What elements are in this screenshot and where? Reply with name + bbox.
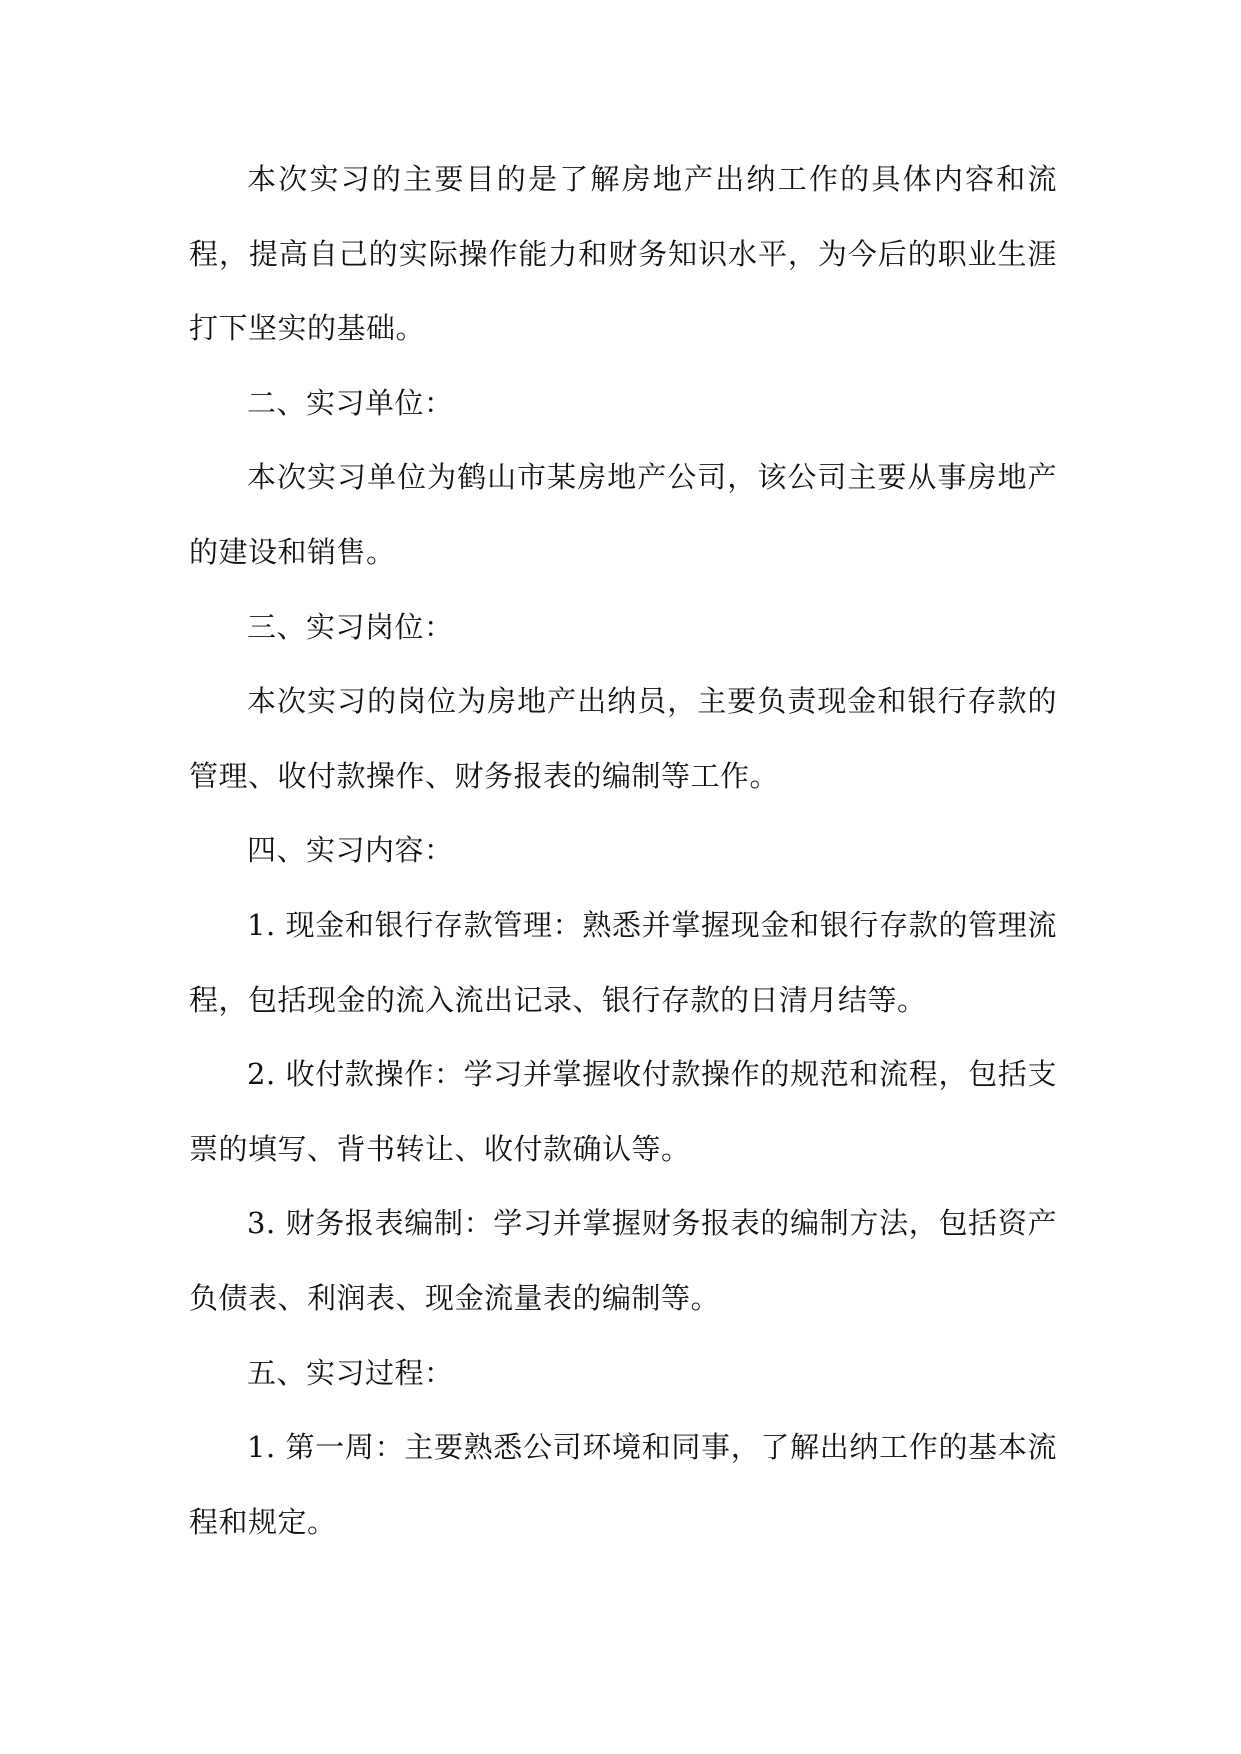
- paragraph-content-item-3: 3. 财务报表编制：学习并掌握财务报表的编制方法，包括资产负债表、利润表、现金流量表的编制等。: [189, 1206, 1057, 1315]
- paragraph-content-item-2: 2. 收付款操作：学习并掌握收付款操作的规范和流程，包括支票的填写、背书转让、收付款确认等。: [189, 1057, 1057, 1166]
- paragraph-internship-position: 本次实习的岗位为房地产出纳员，主要负责现金和银行存款的管理、收付款操作、财务报表的编制等工作。: [189, 684, 1057, 793]
- heading-internship-process: 五、实习过程：: [247, 1355, 454, 1390]
- heading-internship-position: 三、实习岗位：: [247, 609, 454, 644]
- heading-internship-content: 四、实习内容：: [247, 833, 454, 868]
- paragraph-internship-unit: 本次实习单位为鹤山市某房地产公司，该公司主要从事房地产的建设和销售。: [189, 460, 1057, 569]
- paragraph-process-week-1: 1. 第一周：主要熟悉公司环境和同事，了解出纳工作的基本流程和规定。: [189, 1430, 1057, 1539]
- paragraph-purpose: 本次实习的主要目的是了解房地产出纳工作的具体内容和流程，提高自己的实际操作能力和财务知识水平，为今后的职业生涯打下坚实的基础。: [189, 162, 1057, 346]
- document-body: [189, 142, 1057, 1559]
- heading-internship-unit: 二、实习单位：: [247, 385, 454, 420]
- paragraph-content-item-1: 1. 现金和银行存款管理：熟悉并掌握现金和银行存款的管理流程，包括现金的流入流出记录、银行存款的日清月结等。: [189, 907, 1057, 1017]
